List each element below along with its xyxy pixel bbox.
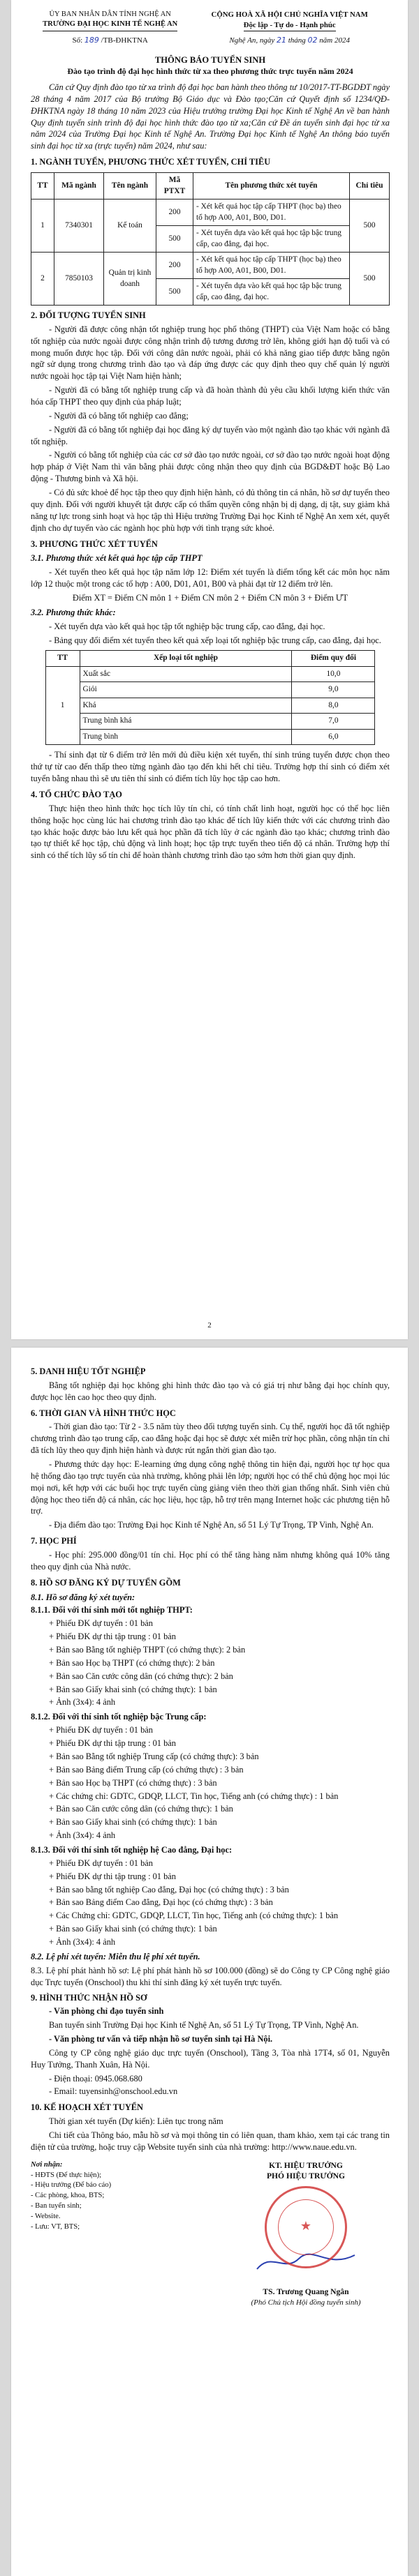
list-item: - Website. [31, 2212, 61, 2220]
document-page-1: ỦY BAN NHÂN DÂN TỈNH NGHỆ AN TRƯỜNG ĐẠI HỌC KINH TẾ NGHỆ AN CỘNG HOÀ XÃ HỘI CHỦ NGHĨA VIỆT NAM Độc lập - Tự do - Hạnh phúc Số: 189 /TB-ĐHKTNA Nghệ An, ngày 21 tháng 02 năm 2024 THÔNG BÁO TUYỂN SINH Đào tạo trình độ đại học hình thức từ xa theo phương thức trực tuyến năm 2024 Căn cứ Quy định đào tạo từ xa trình độ đại học ban hành theo thông tư 10/2017-TT-BGDĐT ngày 28 tháng 4 năm 2017 của Bộ trưởng Bộ Giáo dục và Đào tạo;Căn cứ Quyết định số 1234/QĐ-ĐHKTNA ngày 18 tháng 10 năm 2023 của Hiệu trưởng trường Đại học Kinh tế Nghệ An về ban hành Quy định tuyển sinh trình độ đại học hình thức đào tạo từ xa;Căn cứ Đề án tuyển sinh đại học từ xa năm 2024 của Trường Đại học Kinh tế Nghệ An. Trường Đại học Kinh tế Nghệ An thông báo tuyển sinh đại học từ xa (trực tuyến) năm 2024, như sau: 1. NGÀNH TUYỂN, PHƯƠNG THỨC XÉT TUYỂN, CHỈ TIÊU TT Mã ngành Tên ngành Mã PTXT Tên phương thức xét tuyển Chỉ tiêu 1 7340301 Kế toán 200 - Xét kết quả học tập cấp THPT (học bạ) theo tổ hợp A00, A01, B00, D01. 500 500 - Xét tuyển dựa vào kết quả học tập bậc trung cấp, cao đẳng, đại học. 2 7850103 Quản trị kinh doanh 200 - Xét kết quả học tập cấp THPT (học bạ) theo tổ hợp A00, A01, B00, D01. 500 500 - Xét tuyển dựa vào kết quả học tập bậc trung cấp, cao đẳng, đại học. 2. ĐỐI TƯỢNG TUYỂN SINH - Người đã được công nhận tốt nghiệp trung học phổ thông (THPT) của Việt Nam hoặc có bằng tốt nghiệp của nước ngoài được công nhận trình độ tương đương trở lên, không giới hạn độ tuổi và có mong muốn được học tập. Đối với công dân nước ngoài, phải có khả năng giao tiếp được bằng ngôn ngữ sử dụng trong chương trình đào tạo và đáp ứng được các quy định theo quy chế quản lý người nước ngoài học tập tại Việt Nam hiện hành; - Người đã có bằng tốt nghiệp trung cấp và đã hoàn thành đủ yêu cầu khối lượng kiến thức văn hóa cấp THPT theo quy định của pháp luật; - Người đã có bằng tốt nghiệp cao đẳng; - Người đã có bằng tốt nghiệp đại học đăng ký dự tuyển vào một ngành đào tạo khác với ngành đã tốt nghiệp. - Người có bằng tốt nghiệp của các cơ sở đào tạo nước ngoài, cơ sở đào tạo nước ngoài hoạt động hợp pháp ở Việt Nam thì văn bằng phải được công nhận theo quy định của BGD&ĐT hoặc Bộ Lao động - Thương binh và Xã hội. - Có đủ sức khoẻ để học tập theo quy định hiện hành, có đủ thông tin cá nhân, hồ sơ dự tuyển theo quy định. Đối với người khuyết tật được cấp có thẩm quyền công nhận bị dị dạng, dị tật, suy giảm khả năng tự lực trong sinh hoạt và học tập thì Hiệu trưởng Trường Đại học Kinh tế Nghệ An xem xét, quyết định cho dự tuyển vào các ngành học phù hợp với tình trạng sức khoẻ. 3. PHƯƠNG THỨC XÉT TUYỂN 3.1. Phương thức xét kết quả học tập cấp THPT - Xét tuyển theo kết quả học tập năm lớp 12: Điểm xét tuyển là điểm tổng kết các môn học năm lớp 12 thuộc một trong các tổ hợp : A00, D01, A01, B00 và phải đạt từ 12 điểm trở lên. Điểm XT = Điểm CN môn 1 + Điểm CN môn 2 + Điểm CN môn 3 + Điểm ƯT 3.2. Phương thức khác: - Xét tuyển dựa vào kết quả học tập tốt nghiệp bậc trung cấp, cao đẳng, đại học. - Bảng quy đổi điểm xét tuyển theo kết quả xếp loại tốt nghiệp bậc trung cấp, cao đẳng, đại học. TT Xếp loại tốt nghiệp Điểm quy đổi 1 Xuất sắc 10,0 Giỏi 9,0 Khá 8,0 Trung bình khá 7,0 Trung bình 6,0 - Thí sinh đạt từ 6 điểm trở lên mới đủ điều kiện xét tuyển, thí sinh trúng tuyển được chọn theo thứ tự từ cao đến thấp theo từng ngành đào tạo đến khi hết chỉ tiêu. Trường hợp thí sinh có điểm xét tuyển bằng nhau thì sẽ ưu tiên thí sinh có điểm tích lũy học tập cao hơn. 4. TỔ CHỨC ĐÀO TẠO Thực hiện theo hình thức học tích lũy tín chỉ, có tính chất linh hoạt, người học có thể học liên thông hoặc học cùng lúc hai chương trình đào tạo khác để tích lũy kiến thức với các chương trình đào tạo khác hoặc được bảo lưu kết quả học phần đã tích lũy ở các ngành đào tạo khác; chương trình đào tạo tự thiết kế học tập, chủ động và linh hoạt; học tập trực tuyến theo tiến độ cá nhân. Trường hợp thí sinh có thể tích lũy số tín chỉ để hoàn thành chương trình đào tạo sớm hơn thời gian quy định. 2 [11, 0, 408, 1339]
list-item: + Ảnh (3x4): 4 ảnh [49, 1936, 116, 1947]
intro-paragraph: Căn cứ Quy định đào tạo từ xa trình độ đại học ban hành theo thông tư 10/2017-TT-BGDĐT ngày 28 tháng 4 năm 2017 của Bộ trưởng Bộ Giáo dục và Đào tạo;Căn cứ Quyết định số 1234/QĐ-ĐHKTNA ngày 18 tháng 10 năm 2023 của Hiệu trưởng trường Đại học Kinh tế Nghệ An về ban hành Quy định tuyển sinh trình độ đại học hình thức đào tạo từ xa;Căn cứ Đề án tuyển sinh đại học từ xa năm 2024 của Trường Đại học Kinh tế Nghệ An. Trường Đại học Kinh tế Nghệ An thông báo tuyển sinh đại học từ xa (trực tuyến) năm 2024, như sau: [31, 82, 390, 151]
list-item: - HĐTS (Để thực hiện); [31, 2171, 102, 2179]
table-row: Trung bình 6,0 [45, 729, 375, 745]
list-item: + Bản sao Bằng tốt nghiệp Trung cấp (có chứng thực): 3 bản [49, 1751, 259, 1761]
signer-role-2: PHÓ HIỆU TRƯỞNG [266, 2171, 346, 2181]
signer-note: (Phó Chủ tịch Hội đồng tuyển sinh) [251, 2298, 361, 2307]
recipients-list: Nơi nhận: - HĐTS (Để thực hiện); - Hiệu trưởng (Để báo cáo) - Các phòng, khoa, BTS; - Ban tuyển sinh; - Website. - Lưu: VT, BTS; [31, 2160, 177, 2308]
document-page-2: 5. DANH HIỆU TỐT NGHIỆP Bằng tốt nghiệp đại học không ghi hình thức đào tạo và có giá trị như bằng đại học chính quy, được học lên cao học theo quy định. 6. THỜI GIAN VÀ HÌNH THỨC HỌC - Thời gian đào tạo: Từ 2 - 3.5 năm tùy theo đối tượng tuyển sinh. Cụ thể, người học đã tốt nghiệp chương trình đào tạo trung cấp, cao đẳng hoặc đại học sẽ được xét miễn trừ học phần, công nhận tín chỉ đã tích lũy theo quy định hiện hành và được rút ngắn thời gian đào tạo. - Phương thức dạy học: E-learning ứng dụng công nghệ thông tin hiện đại, người học tự học qua hệ thống đào tạo trực tuyến của nhà trường, không phải lên lớp; người học có thể chủ động học mọi lúc mọi nơi, kết hợp với các buổi học trực tuyến cùng giảng viên theo thời gian thống nhất. Sinh viên chủ động học theo tiến độ cá nhân, các học liệu, học tập, hỗ trợ trên mạng Internet hoặc các phương tiện hỗ trợ. - Địa điểm đào tạo: Trường Đại học Kinh tế Nghệ An, số 51 Lý Tự Trọng, TP Vinh, Nghệ An. 7. HỌC PHÍ - Học phí: 295.000 đồng/01 tín chỉ. Học phí có thể tăng hàng năm nhưng không quá 10% tăng theo quy định của Nhà nước. 8. HỒ SƠ ĐĂNG KÝ DỰ TUYỂN GỒM 8.1. Hồ sơ đăng ký xét tuyển: 8.1.1. Đối với thí sinh mới tốt nghiệp THPT: + Phiếu ĐK dự tuyển : 01 bản + Phiếu ĐK dự thi tập trung : 01 bản + Bản sao Bằng tốt nghiệp THPT (có chứng thực): 2 bản + Bản sao Học bạ THPT (có chứng thực): 2 bản + Bản sao Căn cước công dân (có chứng thực): 2 bản + Bản sao Giấy khai sinh (có chứng thực): 1 bản + Ảnh (3x4): 4 ảnh 8.1.2. Đối với thí sinh tốt nghiệp bậc Trung cấp: + Phiếu ĐK dự tuyển : 01 bản + Phiếu ĐK dự thi tập trung : 01 bản + Bản sao Bằng tốt nghiệp Trung cấp (có chứng thực): 3 bản + Bản sao Bảng điểm Trung cấp (có chứng thực) : 3 bản + Bản sao Học bạ THPT (có chứng thực) : 3 bản + Các chứng chỉ: GDTC, GDQP, LLCT, Tin học, Tiếng anh (có chứng thực) : 1 bản + Bản sao Căn cước công dân (có chứng thực): 1 bản + Bản sao Giấy khai sinh (có chứng thực): 1 bản + Ảnh (3x4): 4 ảnh 8.1.3. Đối với thí sinh tốt nghiệp hệ Cao đẳng, Đại học: + Phiếu ĐK dự tuyển : 01 bản + Phiếu ĐK dự thi tập trung : 01 bản + Bản sao bằng tốt nghiệp Cao đẳng, Đại học (có chứng thực) : 3 bản + Bản sao Bảng điểm Cao đẳng, Đại học (có chứng thực) : 3 bản + Các Chứng chỉ: GDTC, GDQP, LLCT, Tin học, Tiếng anh (có chứng thực): 1 bản + Bản sao Giấy khai sinh (có chứng thực): 1 bản + Ảnh (3x4): 4 ảnh 8.2. Lệ phí xét tuyển: Miễn thu lệ phí xét tuyển. 8.3. Lệ phí phát hành hồ sơ: Lệ phí phát hành hồ sơ 100.000 (đồng) sẽ do Công ty CP Công nghệ giáo dục Trực tuyến (Onschool) thu khi thí sinh đăng ký xét tuyển trực tuyến. 9. HÌNH THỨC NHẬN HỒ SƠ - Văn phòng chỉ đạo tuyển sinh Ban tuyển sinh Trường Đại học Kinh tế Nghệ An, số 51 Lý Tự Trọng, TP Vinh, Nghệ An. - Văn phòng tư vấn và tiếp nhận hồ sơ tuyển sinh tại Hà Nội. Công ty CP công nghệ giáo dục trực tuyến (Onschool), Tầng 3, Tòa nhà 17T4, số 01, Nguyễn Huy Tưởng, Thanh Xuân, Hà Nội. - Điện thoại: 0945.068.680 - Email: tuyensinh@onschool.edu.vn 10. KẾ HOẠCH XÉT TUYỂN Thời gian xét tuyển (Dự kiến): Liên tục trong năm Chi tiết của Thông báo, mẫu hồ sơ và mọi thông tin có liên quan, tham khảo, xem tại các trang tin điện tử của trường, hoặc truy cập Website tuyển sinh của nhà trường: http://www.naue.edu.vn. Nơi nhận: - HĐTS (Để thực hiện); - Hiệu trưởng (Để báo cáo) - Các phòng, khoa, BTS; - Ban tuyển sinh; - Website. - Lưu: VT, BTS; KT. HIỆU TRƯỞNG PHÓ HIỆU TRƯỞNG ★ TS. Trương Quang Ngân (Phó Chủ tịch Hội đồng tuyển sinh) [11, 1348, 408, 2576]
section-6-title: 6. THỜI GIAN VÀ HÌNH THỨC HỌC [31, 1408, 176, 1418]
section-3-2-title: 3.2. Phương thức khác: [31, 607, 116, 617]
col-quota: Chỉ tiêu [350, 173, 390, 199]
list-item: + Bản sao bằng tốt nghiệp Cao đẳng, Đại học (có chứng thực) : 3 bản [49, 1884, 289, 1895]
country-name: CỘNG HOÀ XÃ HỘI CHỦ NGHĨA VIỆT NAM [211, 10, 368, 19]
table-row: 1 Xuất sắc 10,0 [45, 666, 375, 682]
list-item: + Bản sao Học bạ THPT (có chứng thực): 2 bản [49, 1657, 215, 1668]
list-item: - Lưu: VT, BTS; [31, 2222, 80, 2231]
signature-block [31, 2160, 390, 2308]
document-number: Số: 189 /TB-ĐHKTNA [72, 36, 148, 45]
col-major-code: Mã ngành [54, 173, 104, 199]
section-4-title: 4. TỔ CHỨC ĐÀO TẠO [31, 789, 122, 799]
majors-table [31, 172, 390, 306]
table-row: 1 7340301 Kế toán 200 - Xét kết quả học tập cấp THPT (học bạ) theo tổ hợp A00, A01, B00, D01. 500 [31, 199, 390, 226]
list-item: + Phiếu ĐK dự thi tập trung : 01 bản [49, 1738, 176, 1749]
list-item: + Ảnh (3x4): 4 ảnh [49, 1830, 116, 1841]
list-item: + Bản sao Giấy khai sinh (có chứng thực): 1 bản [49, 1924, 217, 1934]
score-formula: Điểm XT = Điểm CN môn 1 + Điểm CN môn 2 + Điểm CN môn 3 + Điểm ƯT [72, 592, 348, 603]
national-title [189, 10, 390, 31]
list-item: + Phiếu ĐK dự tuyển : 01 bản [49, 1725, 153, 1735]
section-3-1-title: 3.1. Phương thức xét kết quả học tập cấp THPT [31, 553, 203, 564]
org-line-1: ỦY BAN NHÂN DÂN TỈNH NGHỆ AN [49, 10, 171, 18]
list-item: + Phiếu ĐK dự thi tập trung : 01 bản [49, 1632, 176, 1642]
col-method-code: Mã PTXT [156, 173, 193, 199]
col-method-name: Tên phương thức xét tuyển [193, 173, 350, 199]
document-date: Nghệ An, ngày 21 tháng 02 năm 2024 [229, 36, 350, 45]
list-item: + Bản sao Bằng tốt nghiệp THPT (có chứng thực): 2 bản [49, 1645, 246, 1655]
section-7-title: 7. HỌC PHÍ [31, 1536, 77, 1546]
list-item: + Các Chứng chỉ: GDTC, GDQP, LLCT, Tin học, Tiếng anh (có chứng thực): 1 bản [49, 1911, 339, 1921]
list-item: + Bản sao Bảng điểm Trung cấp (có chứng thực) : 3 bản [49, 1764, 244, 1775]
national-motto: Độc lập - Tự do - Hạnh phúc [244, 20, 336, 32]
table-row: Trung bình khá 7,0 [45, 714, 375, 730]
list-item: + Bản sao Học bạ THPT (có chứng thực) : 3 bản [49, 1777, 217, 1788]
signer-name: TS. Trương Quang Ngân [263, 2287, 349, 2296]
list-item: + Bản sao Căn cước công dân (có chứng thực): 1 bản [49, 1804, 233, 1814]
table-row: 2 7850103 Quản trị kinh doanh 200 - Xét kết quả học tập cấp THPT (học bạ) theo tổ hợp A00, A01, B00, D01. 500 [31, 253, 390, 279]
list-item: + Bản sao Giấy khai sinh (có chứng thực): 1 bản [49, 1817, 217, 1828]
table-row: Giỏi 9,0 [45, 682, 375, 698]
list-item: + Phiếu ĐK dự tuyển : 01 bản [49, 1618, 153, 1629]
table-row: 500 - Xét tuyển dựa vào kết quả học tập bậc trung cấp, cao đẳng, đại học. [31, 279, 390, 306]
list-item: - Ban tuyển sinh; [31, 2202, 82, 2210]
col-major-name: Tên ngành [104, 173, 156, 199]
section-8-2: 8.2. Lệ phí xét tuyển: Miễn thu lệ phí xét tuyển. [31, 1951, 200, 1961]
section-8-title: 8. HỒ SƠ ĐĂNG KÝ DỰ TUYỂN GỒM [31, 1577, 181, 1588]
list-item: + Phiếu ĐK dự thi tập trung : 01 bản [49, 1871, 176, 1881]
list-item: + Bản sao Bảng điểm Cao đẳng, Đại học (có chứng thực) : 3 bản [49, 1897, 273, 1908]
document-title: THÔNG BÁO TUYỂN SINH [154, 55, 266, 66]
list-item: + Các chứng chỉ: GDTC, GDQP, LLCT, Tin học, Tiếng anh (có chứng thực) : 1 bản [49, 1791, 339, 1801]
section-9-title: 9. HÌNH THỨC NHẬN HỒ SƠ [31, 1993, 147, 2003]
section-5-title: 5. DANH HIỆU TỐT NGHIỆP [31, 1366, 146, 1376]
col-tt: TT [31, 173, 54, 199]
section-1-title: 1. NGÀNH TUYỂN, PHƯƠNG THỨC XÉT TUYỂN, CHỈ TIÊU [31, 157, 271, 167]
section-8-3: 8.3. Lệ phí phát hành hồ sơ: Lệ phí phát hành hồ sơ 100.000 (đồng) sẽ do Công ty CP Công nghệ giáo dục Trực tuyến (Onschool) thu khi thí sinh đăng ký xét tuyển trực tuyến. [31, 1965, 390, 1987]
document-subtitle: Đào tạo trình độ đại học hình thức từ xa theo phương thức trực tuyến năm 2024 [67, 66, 353, 77]
section-2-title: 2. ĐỐI TƯỢNG TUYỂN SINH [31, 310, 146, 321]
handwritten-number: 189 [84, 36, 99, 45]
list-item: - Các phòng, khoa, BTS; [31, 2192, 105, 2200]
list-item: + Bản sao Giấy khai sinh (có chứng thực): 1 bản [49, 1684, 217, 1694]
list-item: + Ảnh (3x4): 4 ảnh [49, 1697, 116, 1708]
website-paragraph: Chi tiết của Thông báo, mẫu hồ sơ và mọi thông tin có liên quan, tham khảo, xem tại các trang tin điện tử của trường, hoặc truy cập Website tuyển sinh của nhà trường: http://www.naue.edu.vn. [31, 2130, 390, 2152]
section-10-title: 10. KẾ HOẠCH XÉT TUYỂN [31, 2102, 143, 2113]
signer [222, 2160, 390, 2308]
section-3-title: 3. PHƯƠNG THỨC XÉT TUYỂN [31, 538, 158, 549]
table-row: Khá 8,0 [45, 698, 375, 714]
list-item: + Bản sao Căn cước công dân (có chứng thực): 2 bản [49, 1671, 233, 1681]
handwritten-day: 21 [276, 36, 286, 45]
document-header [31, 10, 390, 31]
score-conversion-table: TT Xếp loại tốt nghiệp Điểm quy đổi 1 Xuất sắc 10,0 Giỏi 9,0 Khá 8,0 Trung bình khá 7,0 Trung bình 6,0 [45, 650, 376, 745]
list-item: + Phiếu ĐK dự tuyển : 01 bản [49, 1858, 153, 1868]
signer-role-1: KT. HIỆU TRƯỞNG [269, 2160, 343, 2170]
handwritten-month: 02 [307, 36, 318, 45]
contact-email: - Email: tuyensinh@onschool.edu.vn [49, 2086, 178, 2097]
official-seal-icon: ★ [265, 2186, 347, 2268]
issuing-organization [31, 10, 189, 31]
list-item: - Hiệu trưởng (Để báo cáo) [31, 2181, 112, 2190]
page-number: 2 [207, 1321, 212, 1330]
table-row: 500 - Xét tuyển dựa vào kết quả học tập bậc trung cấp, cao đẳng, đại học. [31, 226, 390, 253]
org-line-2: TRƯỜNG ĐẠI HỌC KINH TẾ NGHỆ AN [43, 20, 177, 31]
contact-phone: - Điện thoại: 0945.068.680 [49, 2073, 142, 2084]
